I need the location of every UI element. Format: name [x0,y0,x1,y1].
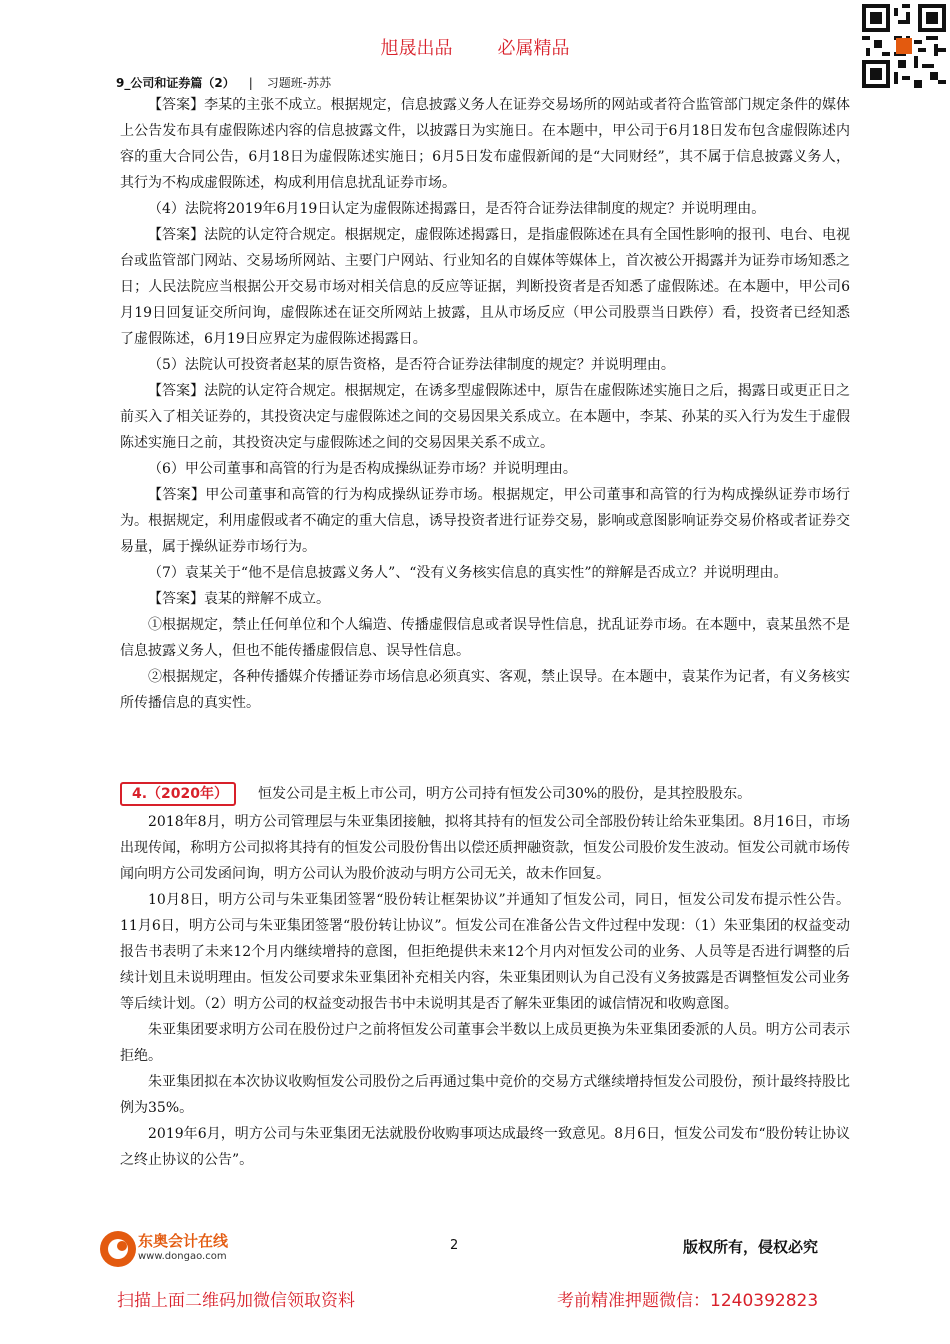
paragraph: 2019年6月，明方公司与朱亚集团无法就股份收购事项达成最终一致意见。8月6日，恒发公司发布“股份转让协议之终止协议的公告”。 [120,1126,850,1168]
paragraph: 【答案】法院的认定符合规定。根据规定，虚假陈述揭露日，是指虚假陈述在具有全国性影响的报刊、电台、电视台或监管部门网站、交易场所网站、主要门户网站、行业知名的自媒体等媒体上，首次被公开揭露并为证券市场知悉之日；人民法院应当根据公开交易市场对相关信息的反应等证据，判断投资者是否知悉了虚假陈述。在本题中，甲公司6月19日回复证交所问询，虚假陈述在证交所网站上披露，且从市场反应（甲公司股票当日跌停）看，投资者已经知悉了虚假陈述，6月19日应界定为虚假陈述揭露日。 [120,227,850,347]
paragraph: （7）袁某关于“他不是信息披露义务人”、“没有义务核实信息的真实性”的辩解是否成立？并说明理由。 [148,565,788,581]
banner-left: 旭晟出品 [380,38,453,59]
top-banner [0,34,950,60]
course-header [116,74,331,91]
paragraph: 朱亚集团拟在本次协议收购恒发公司股份之后再通过集中竞价的交易方式继续增持恒发公司股份，预计最终持股比例为35%。 [120,1074,850,1116]
paragraph: 【答案】甲公司董事和高管的行为构成操纵证券市场。根据规定，甲公司董事和高管的行为构成操纵证券市场行为。根据规定，利用虚假或者不确定的重大信息，诱导投资者进行证券交易，影响或意图影响证券交易价格或者证券交易量，属于操纵证券市场行为。 [120,487,850,555]
class-name: 习题班-苏苏 [266,76,332,90]
header-separator: | [248,76,253,90]
paragraph: ②根据规定，各种传播媒介传播证券市场信息必须真实、客观，禁止误导。在本题中，袁某作为记者，有义务核实所传播信息的真实性。 [120,669,850,711]
question-badge: 4.（2020年） [120,782,236,806]
paragraph: 2018年8月，明方公司管理层与朱亚集团接触，拟将其持有的恒发公司全部股份转让给朱亚集团。8月16日，市场出现传闻，称明方公司拟将其持有的恒发公司股份售出以偿还质押融资款，恒发公司股价发生波动。恒发公司就市场传闻向明方公司发函问询，明方公司认为股价波动与明方公司无关，故未作回复。 [120,814,850,882]
bottom-promo-right: 考前精准押题微信：1240392823 [557,1291,819,1311]
paragraph: （6）甲公司董事和高管的行为是否构成操纵证券市场？并说明理由。 [148,461,577,477]
page-number: 2 [450,1238,459,1253]
question-title [120,781,850,807]
paragraph: 朱亚集团要求明方公司在股份过户之前将恒发公司董事会半数以上成员更换为朱亚集团委派的人员。明方公司表示拒绝。 [120,1022,850,1064]
paragraph: （5）法院认可投资者赵某的原告资格，是否符合证券法律制度的规定？并说明理由。 [148,357,675,373]
paragraph: 【答案】法院的认定符合规定。根据规定，在诱多型虚假陈述中，原告在虚假陈述实施日之后，揭露日或更正日之前买入了相关证券的，其投资决定与虚假陈述之间的交易因果关系成立。在本题中，李某、孙某的买入行为发生于虚假陈述实施日之前，其投资决定与虚假陈述之间的交易因果关系不成立。 [120,383,850,451]
paragraph: （4）法院将2019年6月19日认定为虚假陈述揭露日，是否符合证券法律制度的规定？并说明理由。 [148,201,766,217]
paragraph: 10月8日，明方公司与朱亚集团签署“股份转让框架协议”并通知了恒发公司，同日，恒发公司发布提示性公告。11月6日，明方公司与朱亚集团签署“股份转让协议”。恒发公司在准备公告文件过程中发现：（1）朱亚集团的权益变动报告书表明了未来12个月内继续增持的意图，但拒绝提供未来12个月内对恒发公司的业务、人员等是否进行调整的后续计划且未说明理由。恒发公司要求朱亚集团补充相关内容，朱亚集团则认为自己没有义务披露是否调整恒发公司业务等后续计划。（2）明方公司的权益变动报告书中未说明其是否了解朱亚集团的诚信情况和收购意图。 [120,892,850,1012]
paragraph: 【答案】袁某的辩解不成立。 [148,591,330,607]
question-intro: 恒发公司是主板上市公司，明方公司持有恒发公司30%的股份，是其控股股东。 [258,786,752,802]
answer-section [120,92,850,716]
bottom-promo-left: 扫描上面二维码加微信领取资料 [117,1291,355,1311]
copyright-text: 版权所有，侵权必究 [683,1238,819,1256]
paragraph: ①根据规定，禁止任何单位和个人编造、传播虚假信息或者误导性信息，扰乱证券市场。在本题中，袁某虽然不是信息披露义务人，但也不能传播虚假信息、误导性信息。 [120,617,850,659]
course-name: 9_公司和证券篇（2） [116,76,235,90]
logo-url: www.dongao.com [138,1251,227,1262]
banner-right: 必属精品 [497,38,570,59]
paragraph: 【答案】李某的主张不成立。根据规定，信息披露义务人在证券交易场所的网站或者符合监管部门规定条件的媒体上公告发布具有虚假陈述内容的信息披露文件，以披露日为实施日。在本题中，甲公司于6月18日发布包含虚假陈述内容的重大合同公告，6月18日为虚假陈述实施日；6月5日发布虚假新闻的是“大同财经”，其不属于信息披露义务人，其行为不构成虚假陈述，构成利用信息扰乱证券市场。 [120,97,850,191]
qr-code-icon [862,4,946,88]
logo-name: 东奥会计在线 [138,1232,229,1250]
question-body [120,809,850,1173]
